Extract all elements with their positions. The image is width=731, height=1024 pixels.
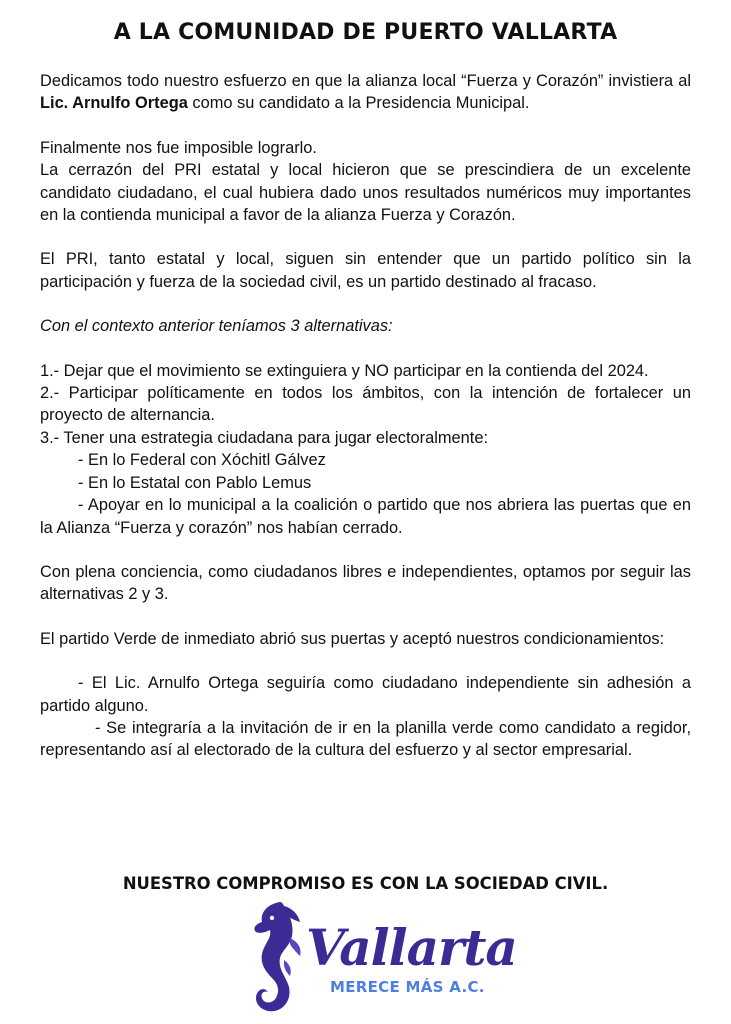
paragraph-intro [40, 70, 691, 115]
intro-text-before: Dedicamos todo nuestro esfuerzo en que la alianza local “Fuerza y Corazón” invistiera al [40, 72, 691, 90]
spacer [40, 539, 691, 561]
candidate-name: Lic. Arnulfo Ortega [40, 94, 188, 113]
logo-tagline: MERECE MÁS A.C. [330, 978, 485, 996]
paragraph-finally: Finalmente nos fue imposible lograrlo. [40, 138, 317, 157]
condition-regidor: - Se integraría a la invitación de ir en la planilla verde como candidato a regidor, representando así al electorado de la cultura del esfuerzo y al sector empresarial. [40, 718, 691, 760]
paragraph-pri-civil: El PRI, tanto estatal y local, siguen sin entender que un partido político sin la participación y fuerza de la sociedad civil, es un partido destinado al fracaso. [40, 250, 691, 291]
logo-wordmark: Vallarta [306, 918, 517, 977]
intro-text-after: como su candidato a la Presidencia Municipal. [187, 94, 530, 113]
condition-independent: - El Lic. Arnulfo Ortega seguiría como ciudadano independiente sin adhesión a partido alguno. [40, 674, 691, 715]
closing-statement: NUESTRO COMPROMISO ES CON LA SOCIEDAD CIVIL. [122, 874, 609, 893]
alternative-3: 3.- Tener una estrategia ciudadana para jugar electoralmente: [40, 428, 488, 447]
alternative-3-item-municipal: - Apoyar en lo municipal a la coalición o partido que nos abriera las puertas que en la Alianza “Fuerza y corazón” nos habían cerrado. [40, 496, 691, 537]
spacer [40, 293, 691, 315]
alternative-2: 2.- Participar políticamente en todos los ámbitos, con la intención de fortalecer un proyecto de alternancia. [40, 384, 691, 425]
spacer [40, 606, 691, 628]
paragraph-pri-closure: La cerrazón del PRI estatal y local hicieron que se prescindiera de un excelente candidato ciudadano, el cual hubiera dado unos resultados numéricos muy importantes en la contienda municipal a favor de la alianza Fuerza y Corazón. [40, 161, 691, 225]
alternative-3-item-federal: - En lo Federal con Xóchitl Gálvez [78, 451, 326, 470]
spacer [40, 338, 691, 360]
document-title: A LA COMUNIDAD DE PUERTO VALLARTA [113, 20, 618, 45]
alternative-3-item-estatal: - En lo Estatal con Pablo Lemus [78, 473, 312, 492]
vallarta-logo [250, 892, 517, 1016]
paragraph-verde: El partido Verde de inmediato abrió sus puertas y aceptó nuestros condicionamientos: [40, 629, 665, 648]
document-body [40, 70, 691, 762]
spacer [40, 650, 691, 672]
spacer [40, 115, 691, 137]
paragraph-conscience: Con plena conciencia, como ciudadanos libres e independientes, optamos por seguir las alternativas 2 y 3. [40, 562, 691, 604]
paragraph-context: Con el contexto anterior teníamos 3 alternativas: [40, 317, 393, 336]
spacer [40, 226, 691, 248]
alternative-1: 1.- Dejar que el movimiento se extinguiera y NO participar en la contienda del 2024. [40, 361, 649, 380]
